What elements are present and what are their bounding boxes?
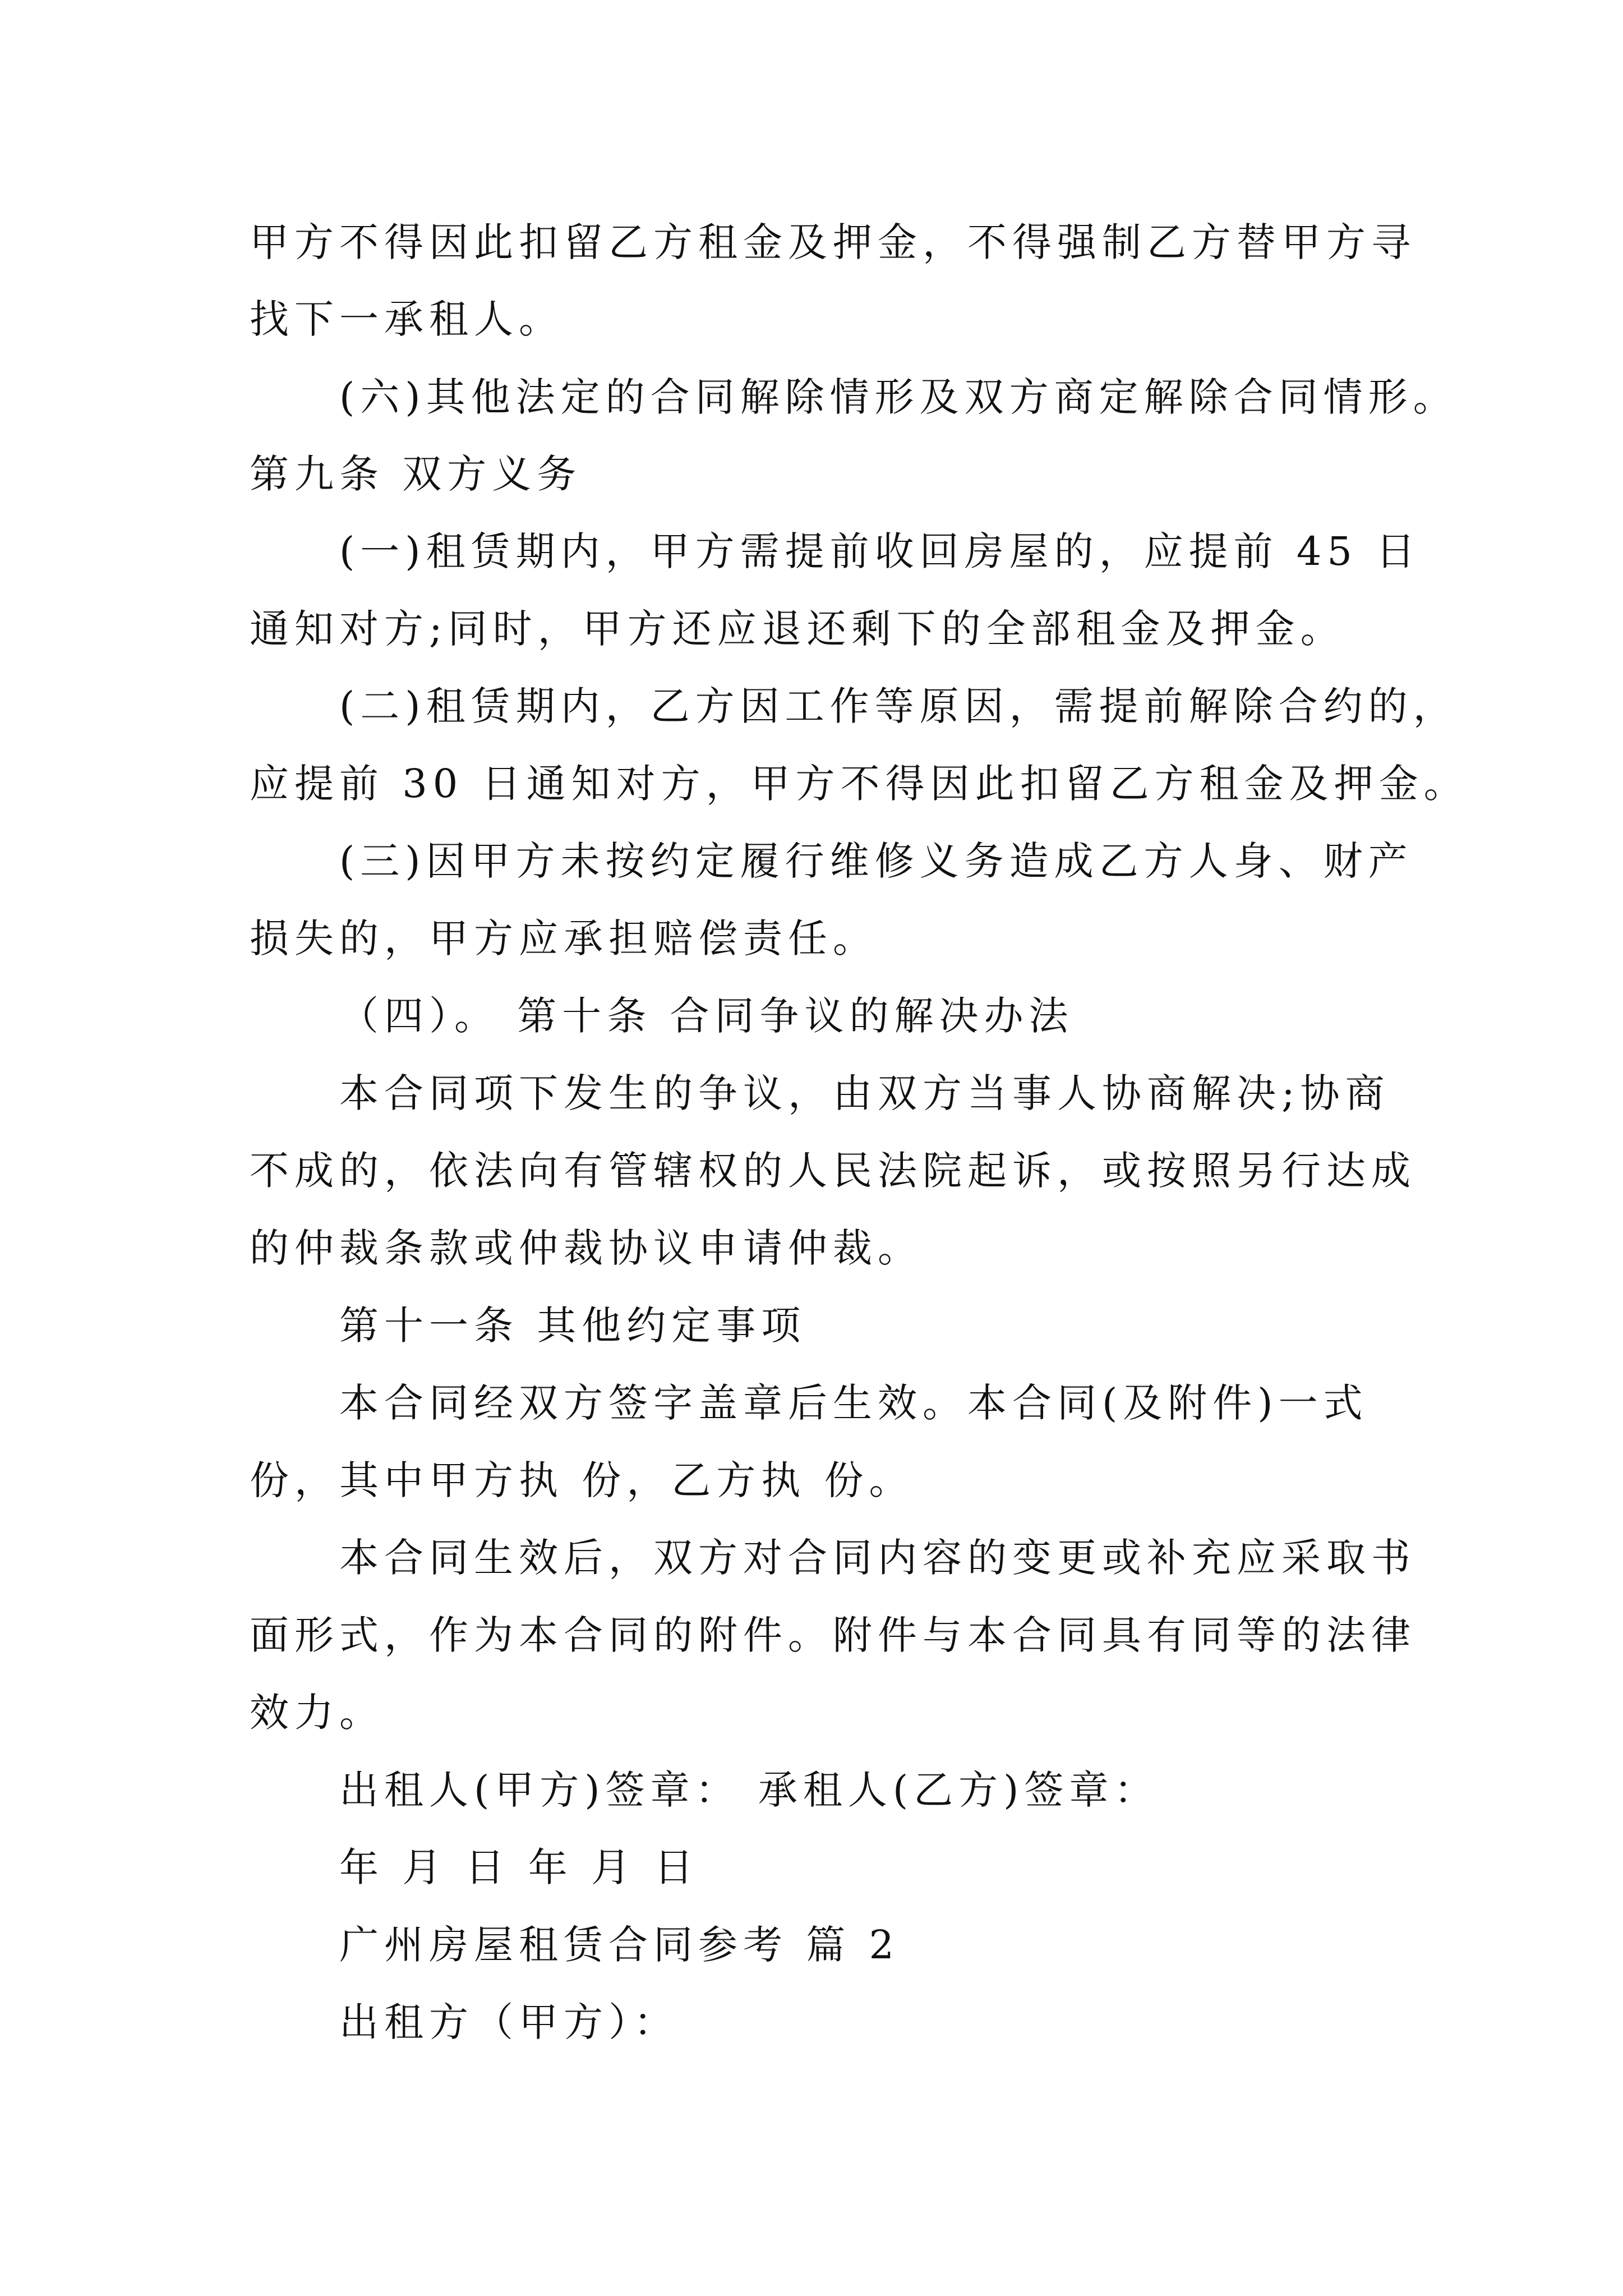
text-line-5: (一)租赁期内，甲方需提前收回房屋的，应提前 45 日 xyxy=(339,528,1421,574)
text-line-13: 不成的，依法向有管辖权的人民法院起诉，或按照另行达成 xyxy=(250,1148,1416,1194)
text-line-10: 损失的，甲方应承担赔偿责任。 xyxy=(250,915,878,961)
text-line-17: 份，其中甲方执 份，乙方执 份。 xyxy=(250,1457,914,1503)
section-heading-9: 第九条 双方义务 xyxy=(250,451,582,497)
text-line-7: (二)租赁期内，乙方因工作等原因，需提前解除合约的， xyxy=(339,683,1458,729)
date-line: 年 月 日 年 月 日 xyxy=(339,1844,699,1890)
text-line-16: 本合同经双方签字盖章后生效。本合同(及附件)一式 xyxy=(339,1380,1368,1426)
text-line-18: 本合同生效后，双方对合同内容的变更或补充应采取书 xyxy=(339,1535,1416,1581)
party-a-label: 出租方（甲方）： xyxy=(339,1999,679,2045)
text-line-3: (六)其他法定的合同解除情形及双方商定解除合同情形。 xyxy=(339,374,1458,420)
text-line-9: (三)因甲方未按约定履行维修义务造成乙方人身、财产 xyxy=(339,838,1413,884)
text-line-8: 应提前 30 日通知对方，甲方不得因此扣留乙方租金及押金。 xyxy=(250,761,1469,807)
text-line-12: 本合同项下发生的争议，由双方当事人协商解决;协商 xyxy=(339,1070,1390,1116)
text-line-19: 面形式，作为本合同的附件。附件与本合同具有同等的法律 xyxy=(250,1612,1416,1658)
text-line-2: 找下一承租人。 xyxy=(250,296,564,342)
text-line-14: 的仲裁条款或仲裁协议申请仲裁。 xyxy=(250,1225,923,1271)
text-line-6: 通知对方;同时，甲方还应退还剩下的全部租金及押金。 xyxy=(250,606,1345,652)
text-line-1: 甲方不得因此扣留乙方租金及押金，不得强制乙方替甲方寻 xyxy=(250,219,1416,265)
text-line-20: 效力。 xyxy=(250,1690,384,1736)
section-heading-10: （四）。 第十条 合同争议的解决办法 xyxy=(339,993,1074,1039)
signature-line: 出租人(甲方)签章： 承租人(乙方)签章： xyxy=(339,1767,1159,1813)
section-heading-11: 第十一条 其他约定事项 xyxy=(339,1303,806,1349)
article-title: 广州房屋租赁合同参考 篇 2 xyxy=(339,1922,900,1968)
